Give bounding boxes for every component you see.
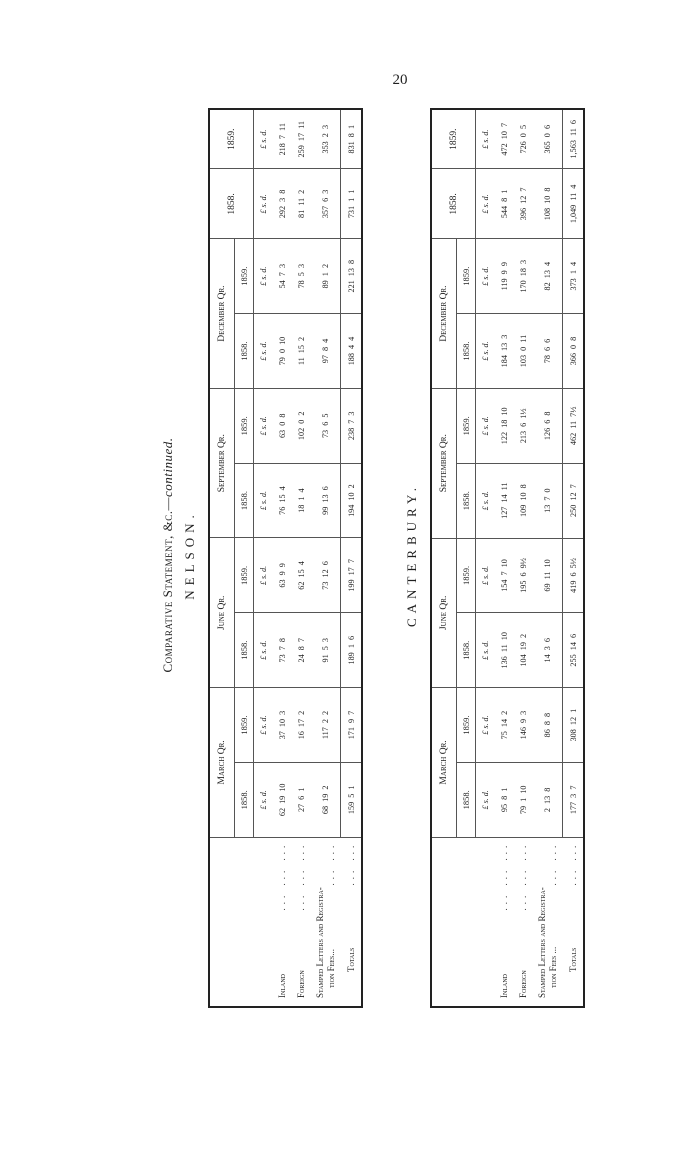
value-cell: 2 13 8: [533, 762, 563, 837]
row-label: [292, 837, 311, 1007]
value-cell: 136 11 10: [495, 613, 514, 688]
value-cell: 63 0 8: [273, 388, 292, 463]
value-cell: 14 3 6: [533, 613, 563, 688]
value-cell: 357 6 3: [311, 169, 341, 239]
quarter-header: March Qr.: [431, 688, 457, 838]
row-label: [341, 837, 363, 1007]
value-cell: 103 0 11: [514, 314, 533, 389]
unit-label: £ s. d.: [476, 169, 495, 239]
value-cell: 126 6 8: [533, 388, 563, 463]
value-cell: 62 15 4: [292, 538, 311, 613]
value-cell: 221 13 8: [341, 239, 363, 314]
unit-label: £ s. d.: [476, 109, 495, 169]
unit-label: £ s. d.: [476, 314, 495, 389]
unit-label: £ s. d.: [254, 538, 273, 613]
value-cell: 18 1 4: [292, 463, 311, 538]
unit-label: £ s. d.: [476, 463, 495, 538]
unit-label-blank: [254, 837, 273, 1007]
value-cell: 544 8 1: [495, 169, 514, 239]
leader-dots: ... ... ...: [277, 841, 287, 911]
table-row: [533, 109, 563, 1007]
unit-label: £ s. d.: [476, 239, 495, 314]
value-cell: 366 0 8: [563, 314, 585, 389]
value-cell: 170 18 3: [514, 239, 533, 314]
value-cell: 831 8 1: [341, 109, 363, 169]
value-cell: 109 10 8: [514, 463, 533, 538]
leader-dots: ... ...: [547, 841, 558, 886]
unit-label: £ s. d.: [254, 762, 273, 837]
leader-dots: ... ... ...: [518, 841, 528, 911]
row-label: [514, 837, 533, 1007]
unit-label-blank: [476, 837, 495, 1007]
row-label-text: Totals: [567, 947, 578, 972]
total-year-header: 1859.: [431, 109, 476, 169]
row-label: [311, 837, 341, 1007]
value-cell: 62 19 10: [273, 762, 292, 837]
row-label: [495, 837, 514, 1007]
heading-main: Comparative Statement, &c.—: [160, 497, 175, 673]
value-cell: 146 9 3: [514, 688, 533, 763]
year-header: 1858.: [457, 613, 476, 688]
quarter-header: June Qr.: [209, 538, 235, 688]
rotated-content: [30, 100, 578, 1010]
value-cell: 68 19 2: [311, 762, 341, 837]
value-cell: 97 8 4: [311, 314, 341, 389]
value-cell: 127 14 11: [495, 463, 514, 538]
value-cell: 213 6 1½: [514, 388, 533, 463]
unit-label: £ s. d.: [254, 688, 273, 763]
value-cell: 16 17 2: [292, 688, 311, 763]
header-corner: [431, 837, 476, 1007]
value-cell: 171 9 7: [341, 688, 363, 763]
value-cell: 177 3 7: [563, 762, 585, 837]
total-year-header: 1859.: [209, 109, 254, 169]
value-cell: 159 5 1: [341, 762, 363, 837]
value-cell: 194 10 2: [341, 463, 363, 538]
row-label: [563, 837, 585, 1007]
unit-label: £ s. d.: [476, 388, 495, 463]
unit-label: £ s. d.: [476, 688, 495, 763]
year-header: 1859.: [457, 688, 476, 763]
value-cell: 69 11 10: [533, 538, 563, 613]
value-cell: 63 9 9: [273, 538, 292, 613]
value-cell: 81 11 2: [292, 169, 311, 239]
value-cell: 188 4 4: [341, 314, 363, 389]
value-cell: 122 18 10: [495, 388, 514, 463]
year-header: 1858.: [457, 463, 476, 538]
value-cell: 73 6 5: [311, 388, 341, 463]
quarter-header: June Qr.: [431, 538, 457, 688]
value-cell: 308 12 1: [563, 688, 585, 763]
row-label-text: Foreign: [296, 970, 306, 998]
unit-label: £ s. d.: [476, 613, 495, 688]
unit-label: £ s. d.: [254, 109, 273, 169]
year-header: 1859.: [235, 688, 254, 763]
table-row: [311, 109, 341, 1007]
value-cell: 78 5 3: [292, 239, 311, 314]
value-cell: 472 10 7: [495, 109, 514, 169]
table-canterbury: [430, 108, 585, 1008]
value-cell: 119 9 9: [495, 239, 514, 314]
leader-dots: ... ...: [325, 841, 336, 886]
row-label-text-cont: tion Fees ...: [547, 946, 558, 988]
table-row: [341, 109, 363, 1007]
value-cell: 184 13 3: [495, 314, 514, 389]
row-label-text: Foreign: [518, 970, 528, 998]
table-row: [495, 109, 514, 1007]
value-cell: 11 15 2: [292, 314, 311, 389]
value-cell: 419 6 5½: [563, 538, 585, 613]
year-header: 1858.: [235, 314, 254, 389]
value-cell: 73 12 6: [311, 538, 341, 613]
row-label-text: Inland: [499, 974, 509, 998]
value-cell: 76 15 4: [273, 463, 292, 538]
quarter-header: December Qr.: [431, 239, 457, 389]
total-year-header: 1858.: [209, 169, 254, 239]
row-label: [533, 837, 563, 1007]
unit-label: £ s. d.: [254, 388, 273, 463]
value-cell: 250 12 7: [563, 463, 585, 538]
value-cell: 396 12 7: [514, 169, 533, 239]
value-cell: 89 1 2: [311, 239, 341, 314]
table-row: [563, 109, 585, 1007]
value-cell: 189 1 6: [341, 613, 363, 688]
year-header: 1859.: [235, 538, 254, 613]
year-header: 1858.: [235, 762, 254, 837]
unit-label: £ s. d.: [254, 169, 273, 239]
row-label-text: Stamped Letters and Registra-: [536, 887, 547, 998]
year-header: 1859.: [457, 388, 476, 463]
year-header: 1859.: [457, 239, 476, 314]
year-header: 1859.: [235, 388, 254, 463]
value-cell: 259 17 11: [292, 109, 311, 169]
row-label-text-cont: tion Fees...: [325, 948, 336, 988]
quarter-header: September Qr.: [209, 388, 235, 538]
value-cell: 79 1 10: [514, 762, 533, 837]
value-cell: 199 17 7: [341, 538, 363, 613]
table-nelson: [208, 108, 363, 1008]
quarter-header: December Qr.: [209, 239, 235, 389]
row-label: [273, 837, 292, 1007]
value-cell: 82 13 4: [533, 239, 563, 314]
leader-dots: ... ...: [345, 841, 356, 886]
year-header: 1858.: [457, 314, 476, 389]
value-cell: 108 10 8: [533, 169, 563, 239]
value-cell: 79 0 10: [273, 314, 292, 389]
value-cell: 292 3 8: [273, 169, 292, 239]
total-year-header: 1858.: [431, 169, 476, 239]
value-cell: 75 14 2: [495, 688, 514, 763]
value-cell: 13 7 0: [533, 463, 563, 538]
unit-label: £ s. d.: [254, 239, 273, 314]
row-label-text: Inland: [277, 974, 287, 998]
value-cell: 731 1 1: [341, 169, 363, 239]
value-cell: 365 0 6: [533, 109, 563, 169]
value-cell: 91 5 3: [311, 613, 341, 688]
value-cell: 238 7 3: [341, 388, 363, 463]
leader-dots: ... ... ...: [296, 841, 306, 911]
section-title-canterbury: CANTERBURY.: [404, 483, 419, 627]
value-cell: 54 7 3: [273, 239, 292, 314]
quarter-header: September Qr.: [431, 388, 457, 538]
header-corner: [209, 837, 254, 1007]
value-cell: 218 7 11: [273, 109, 292, 169]
unit-label: £ s. d.: [254, 314, 273, 389]
value-cell: 117 2 2: [311, 688, 341, 763]
section-title-nelson: NELSON.: [182, 510, 197, 600]
leader-dots: ... ...: [567, 841, 578, 886]
value-cell: 37 10 3: [273, 688, 292, 763]
table-row: [273, 109, 292, 1007]
unit-label: £ s. d.: [476, 538, 495, 613]
year-header: 1859.: [457, 538, 476, 613]
unit-label: £ s. d.: [476, 762, 495, 837]
row-label-text: Stamped Letters and Registra-: [314, 887, 325, 998]
value-cell: 255 14 6: [563, 613, 585, 688]
value-cell: 104 19 2: [514, 613, 533, 688]
value-cell: 24 8 7: [292, 613, 311, 688]
value-cell: 1,563 11 6: [563, 109, 585, 169]
leader-dots: ... ... ...: [499, 841, 509, 911]
row-label-text: Totals: [345, 947, 356, 972]
quarter-header: March Qr.: [209, 688, 235, 838]
value-cell: 373 1 4: [563, 239, 585, 314]
value-cell: 27 6 1: [292, 762, 311, 837]
unit-label: £ s. d.: [254, 613, 273, 688]
year-header: 1858.: [457, 762, 476, 837]
value-cell: 102 0 2: [292, 388, 311, 463]
table-row: [514, 109, 533, 1007]
table-row: [292, 109, 311, 1007]
heading-italic: continued.: [160, 437, 175, 498]
value-cell: 95 8 1: [495, 762, 514, 837]
value-cell: 1,049 11 4: [563, 169, 585, 239]
value-cell: 726 0 5: [514, 109, 533, 169]
page-heading: [160, 100, 176, 1010]
year-header: 1858.: [235, 463, 254, 538]
value-cell: 73 7 8: [273, 613, 292, 688]
unit-label: £ s. d.: [254, 463, 273, 538]
value-cell: 154 7 10: [495, 538, 514, 613]
value-cell: 78 6 6: [533, 314, 563, 389]
value-cell: 195 6 9½: [514, 538, 533, 613]
value-cell: 99 13 6: [311, 463, 341, 538]
value-cell: 353 2 3: [311, 109, 341, 169]
value-cell: 86 8 8: [533, 688, 563, 763]
value-cell: 462 11 7½: [563, 388, 585, 463]
year-header: 1858.: [235, 613, 254, 688]
page-number: 20: [392, 72, 408, 88]
year-header: 1859.: [235, 239, 254, 314]
